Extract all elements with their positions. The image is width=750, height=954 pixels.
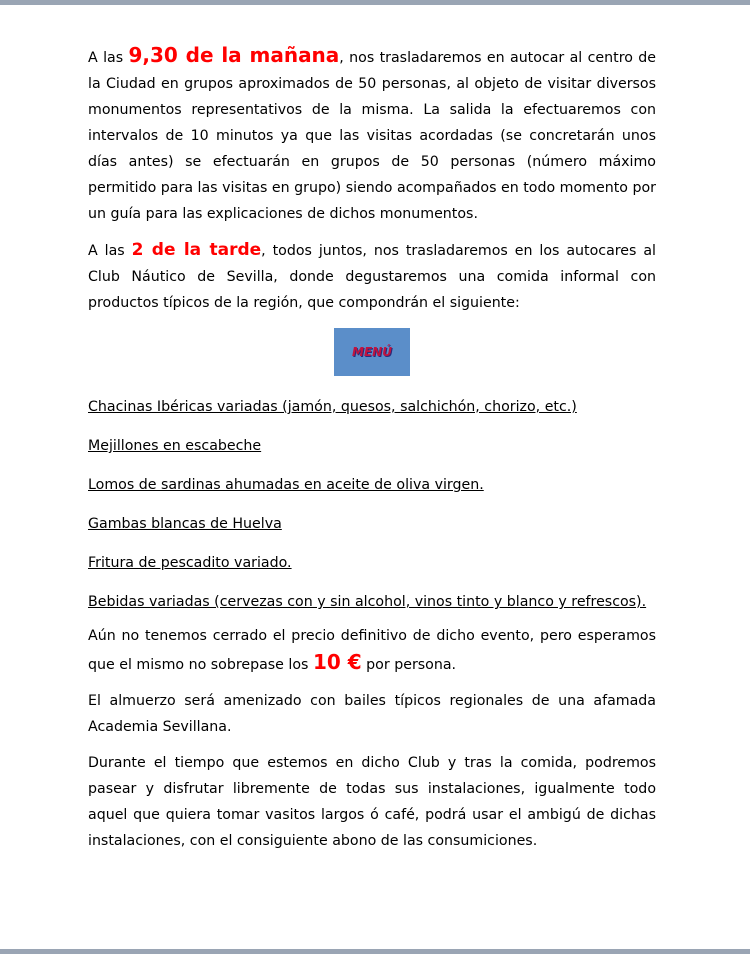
highlight-time-afternoon: 2 de la tarde: [131, 240, 262, 260]
document-page: [88, 42, 656, 864]
paragraph-price: [88, 623, 656, 678]
menu-item: Bebidas variadas (cervezas con y sin alcohol, vinos tinto y blanco y refrescos).: [88, 594, 647, 610]
menu-badge: [334, 328, 410, 376]
top-border: [0, 0, 750, 5]
menu-badge-wrap: [88, 328, 656, 376]
menu-item: Chacinas Ibéricas variadas (jamón, quesos, salchichón, chorizo, etc.): [88, 399, 577, 415]
menu-item: Mejillones en escabeche: [88, 438, 262, 454]
paragraph-club-facilities: Durante el tiempo que estemos en dicho Club y tras la comida, podremos pasear y disfrutar libremente de todas sus instalaciones, igualmente todo aquel que quiera tomar vasitos largos ó café, podrá usar el ambigú de dichas instalaciones, con el consiguiente abono de las consumiciones.: [88, 755, 656, 849]
paragraph-lunch-entertainment: El almuerzo será amenizado con bailes típicos regionales de una afamada Academia Sevillana.: [88, 693, 656, 735]
paragraph-afternoon-lunch: [88, 237, 656, 316]
paragraph-text: A las: [88, 243, 132, 259]
menu-badge-label: MENÚ: [352, 345, 392, 359]
paragraph-text: por persona.: [361, 657, 457, 673]
highlight-price: 10 €: [312, 650, 362, 674]
highlight-time-morning: 9,30 de la mañana: [128, 43, 340, 67]
paragraph-text: , nos trasladaremos en autocar al centro de la Ciudad en grupos aproximados de 50 personas, al objeto de visitar diversos monumentos representativos de la misma. La salida la efectuaremos con intervalos de 10 minutos ya que las visitas acordadas (se concretarán unos días antes) se efectuarán en grupos de 50 personas (número máximo permitido para las visitas en grupo) siendo acompañados en todo momento por un guía para las explicaciones de dichos monumentos.: [88, 50, 656, 222]
menu-list: [88, 394, 656, 615]
paragraph-text: , todos juntos, nos trasladaremos en los autocares al Club Náutico de Sevilla, donde degustaremos una comida informal con productos típicos de la región, que compondrán el siguiente:: [88, 243, 656, 311]
paragraph-text: A las: [88, 50, 129, 66]
menu-item: Fritura de pescadito variado.: [88, 555, 292, 571]
menu-item: Gambas blancas de Huelva: [88, 516, 282, 532]
paragraph-text: Aún no tenemos cerrado el precio definitivo de dicho evento, pero esperamos que el mismo no sobrepase los: [88, 628, 656, 673]
menu-item: Lomos de sardinas ahumadas en aceite de oliva virgen.: [88, 477, 484, 493]
bottom-border: [0, 949, 750, 954]
paragraph-morning-visit: [88, 42, 656, 227]
